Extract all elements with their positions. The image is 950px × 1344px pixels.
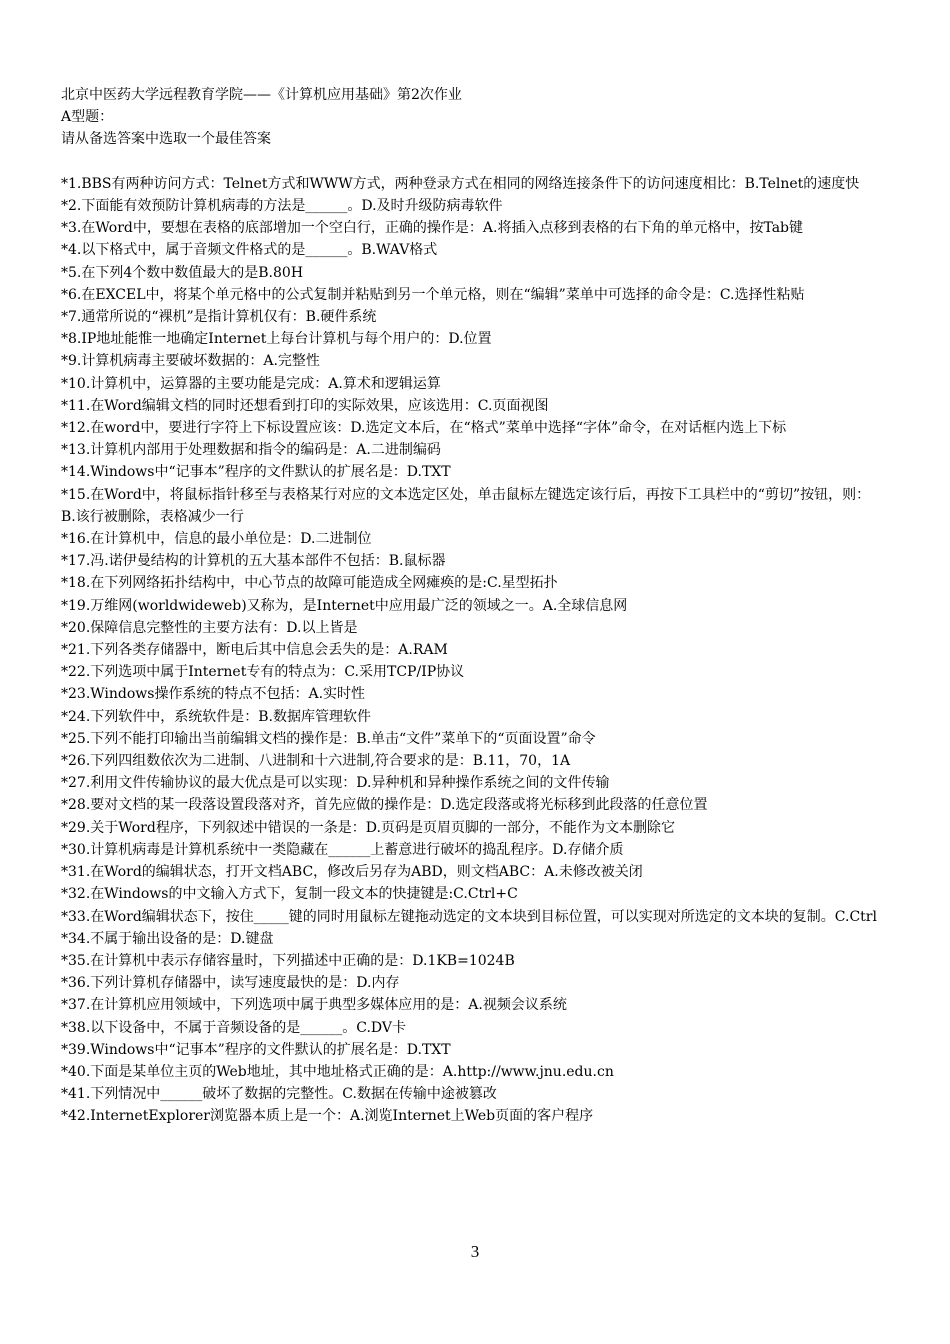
question-item: *30.计算机病毒是计算机系统中一类隐藏在______上蓄意进行破坏的捣乱程序。D.存储介质 [61,841,624,858]
question-item: *11.在Word编辑文档的同时还想看到打印的实际效果，应该选用：C.页面视图 [61,397,549,414]
section-heading: A型题： [61,109,114,126]
question-item: *29.关于Word程序，下列叙述中错误的一条是：D.页码是页眉页脚的一部分，不能作为文本删除它 [61,819,675,836]
question-item: *15.在Word中，将鼠标指针移至与表格某行对应的文本选定区处，单击鼠标左键选定该行后，再按下工具栏中的“剪切”按钮，则：B.该行被删除，表格减少一行 [61,486,871,525]
question-item: *28.要对文档的某一段落设置段落对齐，首先应做的操作是：D.选定段落或将光标移到此段落的任意位置 [61,797,708,814]
question-item: *26.下列四组数依次为二进制、八进制和十六进制,符合要求的是：B.11，70，1A [61,753,571,770]
question-item: *12.在word中，要进行字符上下标设置应该：D.选定文本后，在“格式”菜单中选择“字体”命令，在对话框内选上下标 [61,420,787,437]
question-item: *22.下列选项中属于Internet专有的特点为：C.采用TCP/IP协议 [61,664,465,681]
document-title: 北京中医药大学远程教育学院——《计算机应用基础》第2次作业 [61,87,462,103]
question-item: *34.不属于输出设备的是：D.键盘 [61,930,274,947]
question-item: *6.在EXCEL中，将某个单元格中的公式复制并粘贴到另一个单元格，则在“编辑”菜单中可选择的命令是：C.选择性粘贴 [61,286,805,303]
question-item: *31.在Word的编辑状态，打开文档ABC，修改后另存为ABD，则文档ABC：A.未修改被关闭 [61,864,643,881]
question-item: *35.在计算机中表示存储容量时，下列描述中正确的是：D.1KB=1024B [61,952,515,969]
question-item: *39.Windows中“记事本”程序的文件默认的扩展名是：D.TXT [61,1041,451,1058]
question-item: *37.在计算机应用领域中，下列选项中属于典型多媒体应用的是：A.视频会议系统 [61,997,567,1014]
question-item: *21.下列各类存储器中，断电后其中信息会丢失的是：A.RAM [61,642,448,659]
question-item: *25.下列不能打印输出当前编辑文档的操作是：B.单击“文件”菜单下的“页面设置”命令 [61,730,596,747]
question-item: *19.万维网(worldwideweb)又称为，是Internet中应用最广泛的领域之一。A.全球信息网 [61,597,628,614]
question-item: *17.冯.诺伊曼结构的计算机的五大基本部件不包括：B.鼠标器 [61,553,446,570]
question-item: *42.InternetExplorer浏览器本质上是一个：A.浏览Internet上Web页面的客户程序 [61,1108,594,1125]
question-item: *33.在Word编辑状态下，按住_____键的同时用鼠标左键拖动选定的文本块到目标位置，可以实现对所选定的文本块的复制。C.Ctrl [61,908,877,925]
question-item: *5.在下列4个数中数值最大的是B.80H [61,264,304,281]
question-item: *8.IP地址能惟一地确定Internet上每台计算机与每个用户的：D.位置 [61,331,492,348]
instruction-text: 请从备选答案中选取一个最佳答案 [61,131,271,148]
question-item: *23.Windows操作系统的特点不包括：A.实时性 [61,686,366,703]
question-item: *16.在计算机中，信息的最小单位是：D.二进制位 [61,531,372,548]
question-list [61,173,883,1128]
question-item: *7.通常所说的“裸机”是指计算机仅有：B.硬件系统 [61,309,377,326]
question-item: *18.在下列网络拓扑结构中，中心节点的故障可能造成全网瘫痪的是:C.星型拓扑 [61,575,558,592]
question-item: *40.下面是某单位主页的Web地址，其中地址格式正确的是：A.http://www.jnu.edu.cn [61,1063,614,1080]
document-body [61,84,883,1128]
question-item: *3.在Word中，要想在表格的底部增加一个空白行，正确的操作是：A.将插入点移到表格的右下角的单元格中，按Tab键 [61,220,803,237]
question-item: *2.下面能有效预防计算机病毒的方法是______。D.及时升级防病毒软件 [61,198,503,214]
question-item: *24.下列软件中，系统软件是：B.数据库管理软件 [61,708,372,725]
question-item: *1.BBS有两种访问方式：Telnet方式和WWW方式，两种登录方式在相同的网络连接条件下的访问速度相比：B.Telnet的速度快 [61,175,860,192]
question-item: *38.以下设备中，不属于音频设备的是______。C.DV卡 [61,1019,407,1036]
question-item: *20.保障信息完整性的主要方法有：D.以上皆是 [61,619,358,636]
question-item: *32.在Windows的中文输入方式下，复制一段文本的快捷键是:C.Ctrl+C [61,886,518,903]
question-item: *14.Windows中“记事本”程序的文件默认的扩展名是：D.TXT [61,464,451,481]
blank-line [61,151,883,173]
question-item: *27.利用文件传输协议的最大优点是可以实现：D.异种机和异种操作系统之间的文件传输 [61,775,610,792]
question-item: *13.计算机内部用于处理数据和指令的编码是：A.二进制编码 [61,442,441,459]
question-item: *4.以下格式中，属于音频文件格式的是______。B.WAV格式 [61,242,438,259]
page-number: 3 [470,1242,480,1261]
question-item: *41.下列情况中______破坏了数据的完整性。C.数据在传输中途被篡改 [61,1086,497,1103]
question-item: *36.下列计算机存储器中，读写速度最快的是：D.内存 [61,975,400,992]
question-item: *9.计算机病毒主要破坏数据的：A.完整性 [61,353,320,370]
question-item: *10.计算机中，运算器的主要功能是完成：A.算术和逻辑运算 [61,375,441,392]
